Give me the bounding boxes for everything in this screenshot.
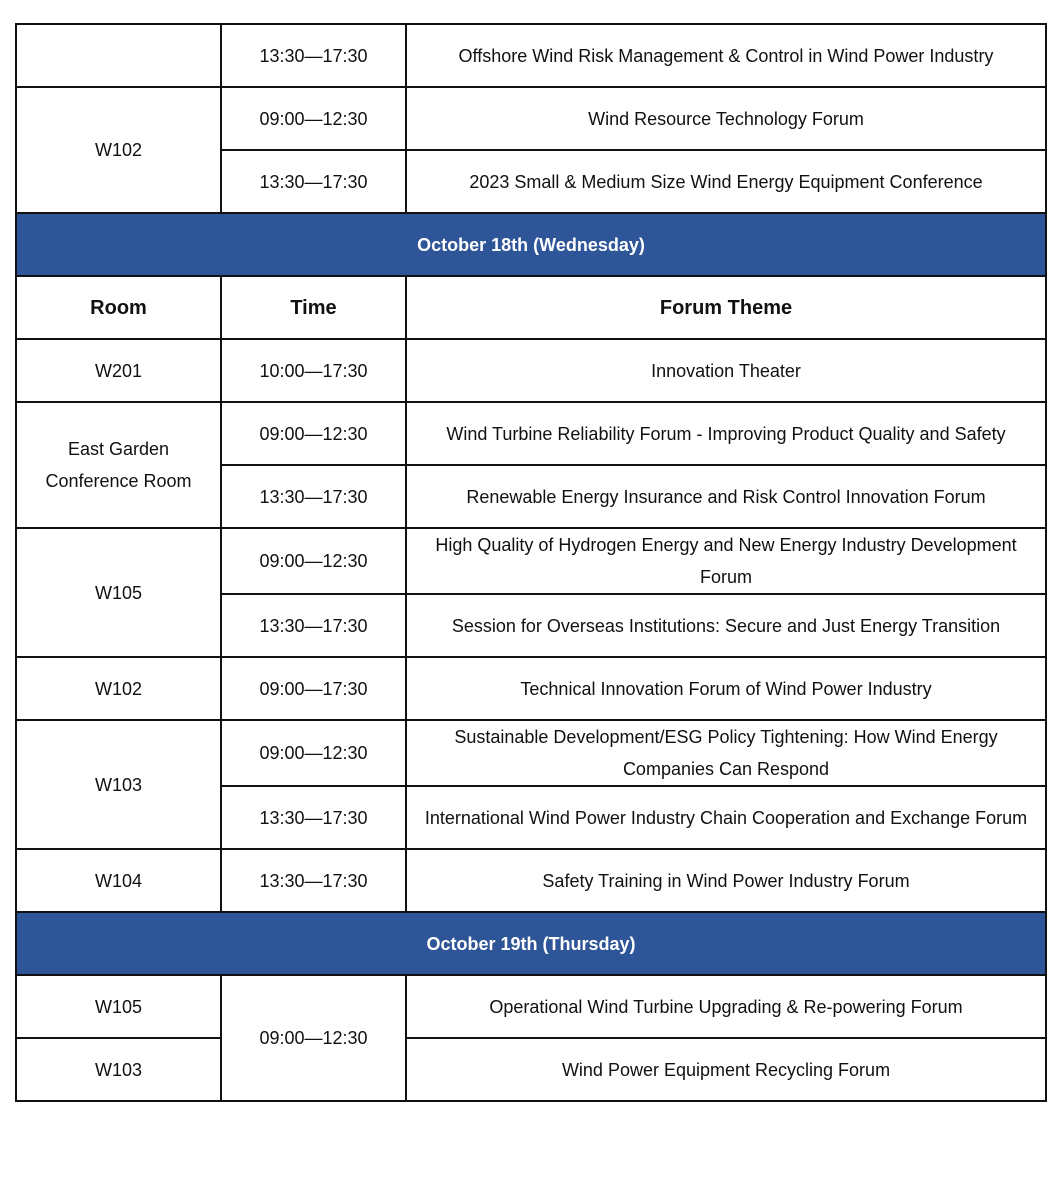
theme-cell: Wind Turbine Reliability Forum - Improving Product Quality and Safety: [406, 402, 1046, 465]
theme-cell: Sustainable Development/ESG Policy Tightening: How Wind Energy Companies Can Respond: [406, 720, 1046, 786]
theme-cell: Safety Training in Wind Power Industry Forum: [406, 849, 1046, 912]
theme-cell: Technical Innovation Forum of Wind Power Industry: [406, 657, 1046, 720]
time-cell: 13:30—17:30: [221, 594, 406, 657]
room-cell: W102: [16, 87, 221, 213]
time-cell: 13:30—17:30: [221, 150, 406, 213]
table-row: [16, 1038, 1046, 1101]
table-row: [16, 975, 1046, 1038]
theme-cell: Innovation Theater: [406, 339, 1046, 402]
room-cell: W102: [16, 657, 221, 720]
day-header-row: [16, 213, 1046, 276]
time-cell: 10:00—17:30: [221, 339, 406, 402]
theme-cell: Offshore Wind Risk Management & Control in Wind Power Industry: [406, 24, 1046, 87]
room-cell: W103: [16, 720, 221, 849]
column-header-room: Room: [16, 276, 221, 339]
room-cell: East Garden Conference Room: [16, 402, 221, 528]
time-cell: 13:30—17:30: [221, 24, 406, 87]
theme-cell: Operational Wind Turbine Upgrading & Re-powering Forum: [406, 975, 1046, 1038]
time-cell: 09:00—12:30: [221, 975, 406, 1101]
table-row: [16, 24, 1046, 87]
theme-cell: Wind Power Equipment Recycling Forum: [406, 1038, 1046, 1101]
column-header-row: [16, 276, 1046, 339]
theme-cell: Renewable Energy Insurance and Risk Control Innovation Forum: [406, 465, 1046, 528]
column-header-time: Time: [221, 276, 406, 339]
time-cell: 09:00—12:30: [221, 720, 406, 786]
table-row: [16, 402, 1046, 465]
room-cell: W103: [16, 1038, 221, 1101]
time-cell: 09:00—17:30: [221, 657, 406, 720]
theme-cell: Wind Resource Technology Forum: [406, 87, 1046, 150]
column-header-theme: Forum Theme: [406, 276, 1046, 339]
room-cell-empty: [16, 24, 221, 87]
table-row: [16, 849, 1046, 912]
time-cell: 13:30—17:30: [221, 786, 406, 849]
table-row: [16, 87, 1046, 150]
room-cell: W105: [16, 975, 221, 1038]
theme-cell: High Quality of Hydrogen Energy and New Energy Industry Development Forum: [406, 528, 1046, 594]
theme-cell: Session for Overseas Institutions: Secure and Just Energy Transition: [406, 594, 1046, 657]
day-header-oct-19: October 19th (Thursday): [16, 912, 1046, 975]
time-cell: 09:00—12:30: [221, 87, 406, 150]
day-header-row: [16, 912, 1046, 975]
time-cell: 13:30—17:30: [221, 849, 406, 912]
theme-cell: International Wind Power Industry Chain Cooperation and Exchange Forum: [406, 786, 1046, 849]
table-row: [16, 339, 1046, 402]
table-row: [16, 528, 1046, 594]
room-cell: W201: [16, 339, 221, 402]
time-cell: 13:30—17:30: [221, 465, 406, 528]
time-cell: 09:00—12:30: [221, 402, 406, 465]
theme-cell: 2023 Small & Medium Size Wind Energy Equipment Conference: [406, 150, 1046, 213]
forum-schedule-table: [15, 23, 1047, 1102]
day-header-oct-18: October 18th (Wednesday): [16, 213, 1046, 276]
room-cell: W105: [16, 528, 221, 657]
time-cell: 09:00—12:30: [221, 528, 406, 594]
table-row: [16, 720, 1046, 786]
table-row: [16, 657, 1046, 720]
room-cell: W104: [16, 849, 221, 912]
